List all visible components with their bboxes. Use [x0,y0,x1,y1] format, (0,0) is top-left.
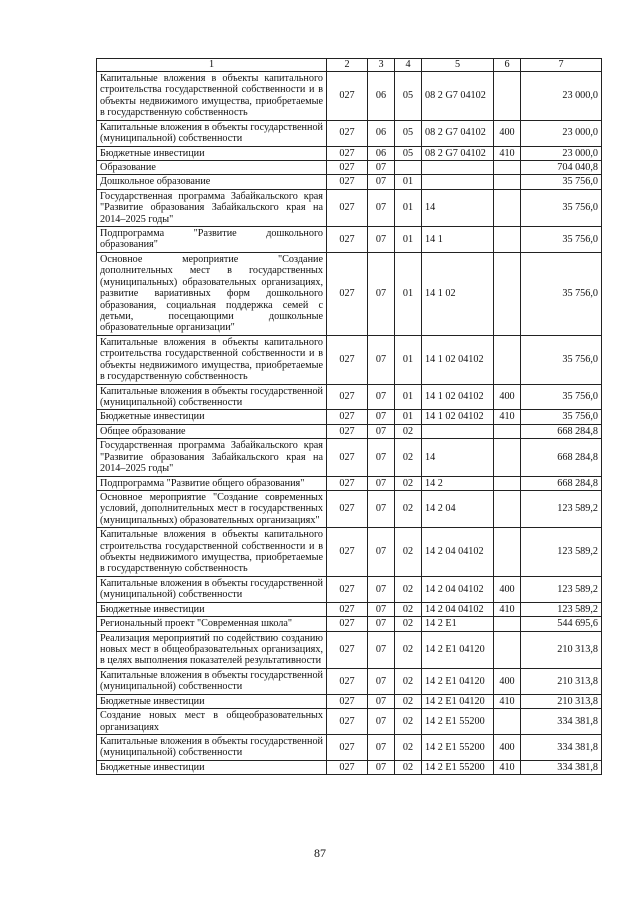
ministry-code-cell: 027 [327,72,368,121]
ministry-code-cell: 027 [327,631,368,668]
table-row [97,631,602,668]
section-code-cell: 07 [368,694,395,708]
item-name-cell: Капитальные вложения в объекты государственной (муниципальной) собственности [97,576,327,602]
table-row [97,602,602,616]
expense-type-cell: 400 [494,576,521,602]
target-article-cell: 14 2 E1 55200 [422,709,494,735]
amount-cell: 334 381,8 [521,734,602,760]
ministry-code-cell: 027 [327,528,368,577]
target-article-cell: 14 2 E1 04120 [422,631,494,668]
expense-type-cell [494,424,521,438]
section-code-cell: 07 [368,439,395,476]
page-number: 87 [314,846,326,860]
target-article-cell: 14 1 02 [422,252,494,335]
section-code-cell: 07 [368,476,395,490]
column-header: 3 [368,59,395,72]
item-name-cell: Бюджетные инвестиции [97,146,327,160]
expense-type-cell [494,631,521,668]
expense-type-cell: 410 [494,602,521,616]
column-header: 4 [395,59,422,72]
subsection-code-cell: 05 [395,120,422,146]
expense-type-cell [494,175,521,189]
table-row [97,335,602,384]
section-code-cell: 07 [368,528,395,577]
target-article-cell: 08 2 G7 04102 [422,72,494,121]
ministry-code-cell: 027 [327,384,368,410]
target-article-cell: 14 1 02 04102 [422,335,494,384]
item-name-cell: Общее образование [97,424,327,438]
subsection-code-cell: 01 [395,335,422,384]
item-name-cell: Капитальные вложения в объекты капитального строительства государственной собственности и в объекты недвижимого имущества, приобретаемые в государственную собственность [97,335,327,384]
target-article-cell: 14 2 04 [422,490,494,527]
item-name-cell: Капитальные вложения в объекты государственной (муниципальной) собственности [97,734,327,760]
section-code-cell: 06 [368,120,395,146]
amount-cell: 210 313,8 [521,631,602,668]
subsection-code-cell: 01 [395,175,422,189]
subsection-code-cell: 02 [395,734,422,760]
table-row [97,189,602,226]
subsection-code-cell: 01 [395,384,422,410]
table-row [97,252,602,335]
amount-cell: 210 313,8 [521,694,602,708]
ministry-code-cell: 027 [327,439,368,476]
table-row [97,528,602,577]
section-code-cell: 07 [368,734,395,760]
section-code-cell: 07 [368,160,395,174]
section-code-cell: 06 [368,72,395,121]
ministry-code-cell: 027 [327,576,368,602]
expense-type-cell [494,252,521,335]
section-code-cell: 07 [368,227,395,253]
item-name-cell: Образование [97,160,327,174]
subsection-code-cell: 02 [395,490,422,527]
ministry-code-cell: 027 [327,709,368,735]
table-row [97,439,602,476]
subsection-code-cell [395,160,422,174]
amount-cell: 35 756,0 [521,175,602,189]
ministry-code-cell: 027 [327,160,368,174]
section-code-cell: 07 [368,189,395,226]
amount-cell: 704 040,8 [521,160,602,174]
item-name-cell: Бюджетные инвестиции [97,410,327,424]
subsection-code-cell: 01 [395,189,422,226]
item-name-cell: Государственная программа Забайкальского края "Развитие образования Забайкальского края на 2014–2025 годы" [97,189,327,226]
table-row [97,668,602,694]
item-name-cell: Дошкольное образование [97,175,327,189]
ministry-code-cell: 027 [327,694,368,708]
item-name-cell: Капитальные вложения в объекты капитального строительства государственной собственности и в объекты недвижимого имущества, приобретаемые в государственную собственность [97,528,327,577]
target-article-cell: 14 2 04 04102 [422,602,494,616]
subsection-code-cell: 02 [395,760,422,774]
ministry-code-cell: 027 [327,120,368,146]
table-row [97,760,602,774]
item-name-cell: Капитальные вложения в объекты государственной (муниципальной) собственности [97,668,327,694]
target-article-cell: 14 [422,439,494,476]
item-name-cell: Подпрограмма "Развитие общего образования" [97,476,327,490]
section-code-cell: 07 [368,617,395,631]
column-header: 1 [97,59,327,72]
target-article-cell: 14 2 04 04102 [422,528,494,577]
amount-cell: 23 000,0 [521,146,602,160]
target-article-cell: 08 2 G7 04102 [422,146,494,160]
expense-type-cell: 410 [494,146,521,160]
table-row [97,576,602,602]
expense-type-cell [494,617,521,631]
ministry-code-cell: 027 [327,602,368,616]
item-name-cell: Основное мероприятие "Создание дополнительных мест в государственных (муниципальных) образовательных организациях, развитие вариативных форм дошкольного образования, социальная поддержка семей с детьми, посещающими дошкольные образовательные организации" [97,252,327,335]
table-row [97,227,602,253]
ministry-code-cell: 027 [327,617,368,631]
ministry-code-cell: 027 [327,668,368,694]
table-body [97,72,602,775]
target-article-cell: 14 2 E1 [422,617,494,631]
ministry-code-cell: 027 [327,227,368,253]
expense-type-cell [494,528,521,577]
subsection-code-cell: 02 [395,424,422,438]
amount-cell: 35 756,0 [521,227,602,253]
expense-type-cell [494,490,521,527]
item-name-cell: Реализация мероприятий по содействию созданию новых мест в общеобразовательных организациях, в целях выполнения показателей результативности [97,631,327,668]
expense-type-cell: 400 [494,668,521,694]
expense-type-cell [494,72,521,121]
column-header: 6 [494,59,521,72]
expense-type-cell: 410 [494,410,521,424]
amount-cell: 544 695,6 [521,617,602,631]
section-code-cell: 07 [368,490,395,527]
column-header: 7 [521,59,602,72]
table-row [97,490,602,527]
amount-cell: 35 756,0 [521,410,602,424]
budget-table [96,58,602,775]
subsection-code-cell: 02 [395,439,422,476]
section-code-cell: 07 [368,602,395,616]
subsection-code-cell: 01 [395,252,422,335]
amount-cell: 668 284,8 [521,424,602,438]
expense-type-cell [494,439,521,476]
item-name-cell: Капитальные вложения в объекты капитального строительства государственной собственности и в объекты недвижимого имущества, приобретаемые в государственную собственность [97,72,327,121]
amount-cell: 668 284,8 [521,476,602,490]
ministry-code-cell: 027 [327,175,368,189]
target-article-cell: 08 2 G7 04102 [422,120,494,146]
target-article-cell: 14 2 04 04102 [422,576,494,602]
subsection-code-cell: 05 [395,146,422,160]
expense-type-cell: 410 [494,694,521,708]
amount-cell: 35 756,0 [521,189,602,226]
amount-cell: 334 381,8 [521,709,602,735]
table-row [97,709,602,735]
item-name-cell: Основное мероприятие "Создание современных условий, дополнительных мест в государственных (муниципальных) образовательных организациях" [97,490,327,527]
section-code-cell: 07 [368,252,395,335]
item-name-cell: Бюджетные инвестиции [97,760,327,774]
expense-type-cell [494,476,521,490]
section-code-cell: 07 [368,631,395,668]
target-article-cell: 14 1 [422,227,494,253]
item-name-cell: Бюджетные инвестиции [97,694,327,708]
table-row [97,160,602,174]
ministry-code-cell: 027 [327,335,368,384]
expense-type-cell: 410 [494,760,521,774]
table-row [97,72,602,121]
subsection-code-cell: 02 [395,631,422,668]
amount-cell: 35 756,0 [521,252,602,335]
amount-cell: 668 284,8 [521,439,602,476]
subsection-code-cell: 02 [395,668,422,694]
subsection-code-cell: 02 [395,694,422,708]
target-article-cell: 14 1 02 04102 [422,410,494,424]
section-code-cell: 07 [368,576,395,602]
amount-cell: 23 000,0 [521,120,602,146]
item-name-cell: Бюджетные инвестиции [97,602,327,616]
table-row [97,146,602,160]
section-code-cell: 07 [368,760,395,774]
column-header: 2 [327,59,368,72]
amount-cell: 23 000,0 [521,72,602,121]
item-name-cell: Государственная программа Забайкальского края "Развитие образования Забайкальского края на 2014–2025 годы" [97,439,327,476]
item-name-cell: Капитальные вложения в объекты государственной (муниципальной) собственности [97,384,327,410]
table-row [97,734,602,760]
section-code-cell: 06 [368,146,395,160]
target-article-cell [422,175,494,189]
amount-cell: 334 381,8 [521,760,602,774]
column-header: 5 [422,59,494,72]
ministry-code-cell: 027 [327,734,368,760]
ministry-code-cell: 027 [327,476,368,490]
target-article-cell: 14 2 E1 04120 [422,668,494,694]
section-code-cell: 07 [368,709,395,735]
amount-cell: 123 589,2 [521,528,602,577]
section-code-cell: 07 [368,668,395,694]
item-name-cell: Капитальные вложения в объекты государственной (муниципальной) собственности [97,120,327,146]
subsection-code-cell: 02 [395,476,422,490]
table-row [97,175,602,189]
subsection-code-cell: 01 [395,410,422,424]
item-name-cell: Региональный проект "Современная школа" [97,617,327,631]
target-article-cell [422,160,494,174]
expense-type-cell: 400 [494,734,521,760]
expense-type-cell [494,160,521,174]
subsection-code-cell: 02 [395,528,422,577]
expense-type-cell [494,227,521,253]
item-name-cell: Создание новых мест в общеобразовательных организациях [97,709,327,735]
expense-type-cell [494,709,521,735]
section-code-cell: 07 [368,384,395,410]
target-article-cell: 14 2 E1 55200 [422,734,494,760]
target-article-cell: 14 1 02 04102 [422,384,494,410]
table-row [97,694,602,708]
expense-type-cell: 400 [494,384,521,410]
table-row [97,384,602,410]
table-row [97,476,602,490]
table-row [97,410,602,424]
amount-cell: 123 589,2 [521,576,602,602]
ministry-code-cell: 027 [327,189,368,226]
section-code-cell: 07 [368,335,395,384]
target-article-cell: 14 2 E1 55200 [422,760,494,774]
ministry-code-cell: 027 [327,760,368,774]
target-article-cell: 14 [422,189,494,226]
subsection-code-cell: 02 [395,709,422,735]
subsection-code-cell: 02 [395,576,422,602]
ministry-code-cell: 027 [327,424,368,438]
ministry-code-cell: 027 [327,252,368,335]
expense-type-cell: 400 [494,120,521,146]
table-row [97,424,602,438]
expense-type-cell [494,189,521,226]
subsection-code-cell: 05 [395,72,422,121]
target-article-cell: 14 2 [422,476,494,490]
table-row [97,617,602,631]
section-code-cell: 07 [368,175,395,189]
amount-cell: 210 313,8 [521,668,602,694]
ministry-code-cell: 027 [327,410,368,424]
subsection-code-cell: 02 [395,602,422,616]
amount-cell: 123 589,2 [521,602,602,616]
amount-cell: 123 589,2 [521,490,602,527]
table-header-row [97,59,602,72]
subsection-code-cell: 02 [395,617,422,631]
table-row [97,120,602,146]
ministry-code-cell: 027 [327,490,368,527]
target-article-cell [422,424,494,438]
amount-cell: 35 756,0 [521,335,602,384]
amount-cell: 35 756,0 [521,384,602,410]
ministry-code-cell: 027 [327,146,368,160]
target-article-cell: 14 2 E1 04120 [422,694,494,708]
expense-type-cell [494,335,521,384]
subsection-code-cell: 01 [395,227,422,253]
section-code-cell: 07 [368,410,395,424]
section-code-cell: 07 [368,424,395,438]
item-name-cell: Подпрограмма "Развитие дошкольного образования" [97,227,327,253]
